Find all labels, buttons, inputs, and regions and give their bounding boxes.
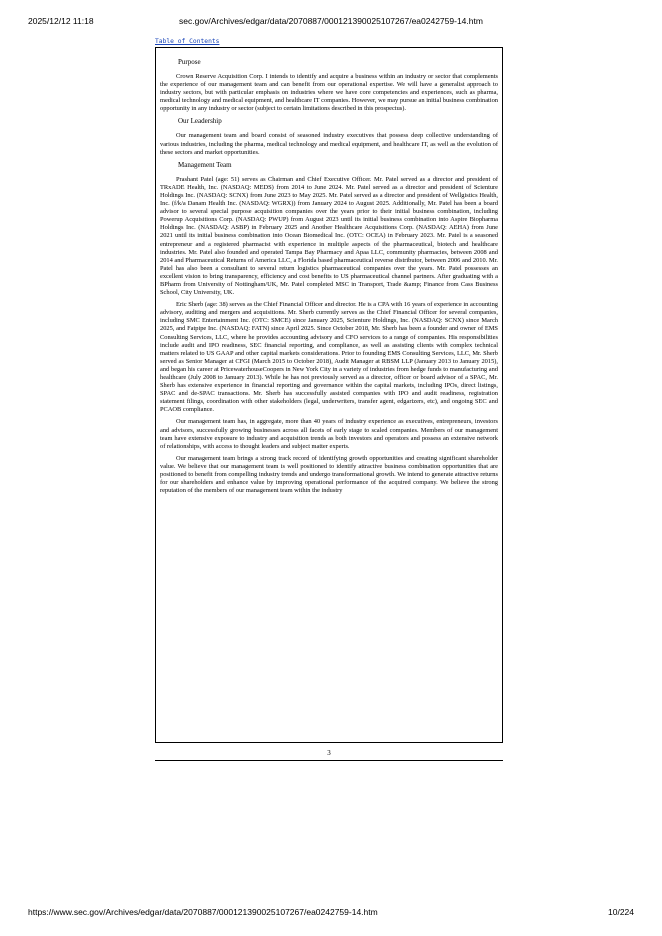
table-of-contents-link[interactable]: Table of Contents — [155, 38, 220, 45]
paragraph-leadership: Our management team and board consist of seasoned industry executives that possess deep collective understanding of various industries, including the pharma, medical technology and medical equipment, and healthcare IT, as well as the evolution of these sectors and market opportunities. — [160, 132, 498, 156]
paragraph-sherb-bio: Eric Sherb (age: 38) serves as the Chief Financial Officer and director. He is a CPA with 16 years of experience in accounting advisory, auditing and mergers and acquisitions. Mr. Sherb currently serves as the Chief Financial Officer for several companies, including SMC Entertainment Inc. (OTC: SMCE) since January 2025, Scienture Holdings, Inc. (NASDAQ: SCNX) since March 2025, and Fatpipe Inc. (NASDAQ: FATN) since April 2025. Since October 2018, Mr. Sherb has been a founder and owner of EMS Consulting Services, LLC, where he provides accounting advisory and CFO services to a range of companies. His responsibilities include audit and IPO readiness, SEC financial reporting, and compliance, as well as assisting clients with complex technical matters related to US GAAP and other capital markets considerations. Prior to founding EMS Consulting Services, LLC, Mr. Sherb served as Senior Manager at CFGI (March 2015 to October 2018), Audit Manager at RBSM LLP (January 2013 to January 2015), and began his career at PricewaterhouseCoopers in New York City in a variety of industries from hedge funds to manufacturing and healthcare (July 2008 to January 2013). While he has not previously served as a director, officer or board advisor of a SPAC, Mr. Sherb has extensive experience in financial reporting and governance within the capital markets, including IPOs, direct listings, SPAC and de-SPAC transactions. Mr. Sherb has successfully assisted companies with IPO and audit readiness, registration statement filings, coordination with other stakeholders (legal, underwriters, transfer agent, edgarizers, etc), and ongoing SEC and PCAOB compliance. — [160, 301, 498, 414]
browser-datetime: 2025/12/12 11:18 — [28, 16, 94, 26]
browser-page-title: sec.gov/Archives/edgar/data/2070887/000121390025107267/ea0242759-14.htm — [179, 16, 483, 26]
document-content-frame — [155, 47, 503, 743]
print-page-counter: 10/224 — [608, 907, 634, 917]
paragraph-purpose: Crown Reserve Acquisition Corp. I intends to identify and acquire a business within an industry or sector that complements the experience of our management team and can benefit from our operational expertise. We will have a generalist approach to industry sectors, but with particular emphasis on industries where we have core competencies and experiences, such as pharma, medical technology and medical equipment, and healthcare IT companies. However, we may pursue an initial business combination opportunity in any industry or sector (subject to certain limitations described in this prospectus). — [160, 73, 498, 113]
section-heading-management-team: Management Team — [178, 160, 232, 169]
browser-url: https://www.sec.gov/Archives/edgar/data/2070887/000121390025107267/ea0242759-14.htm — [28, 907, 378, 917]
section-heading-purpose: Purpose — [178, 58, 201, 66]
page-number: 3 — [327, 749, 331, 757]
page-divider — [155, 760, 503, 761]
section-heading-leadership: Our Leadership — [178, 117, 222, 126]
paragraph-team-experience: Our management team has, in aggregate, more than 40 years of industry experience as executives, entrepreneurs, investors and advisors, successfully growing businesses across all facets of early stage to scaled companies. Members of our management team have extensive exposure to industry and acquisition trends as both investors and operators and possess an extensive network of relationships, with access to thought leaders and subject matter experts. — [160, 418, 498, 450]
paragraph-patel-bio: Prashant Patel (age: 51) serves as Chairman and Chief Executive Officer. Mr. Patel served as a director and president of TRxADE Health, Inc. (NASDAQ: MEDS) from 2014 to June 2024. Mr. Patel served as a director and president of Scienture Holdings Inc. (NASDAQ: SCNX) from June 2023 to May 2025. Mr. Patel served as a director and president of Wellgistics Health, Inc. (f/k/a Danam Health Inc. (NASDAQ: WGRX)) from January 2024 to August 2025. Additionally, Mr. Patel has been a board advisor to several special purpose acquisition companies over the years prior to their initial business combination, including Powerup Acquisitions Corp. (NASDAQ: PWUP) from August 2023 until its initial business combination into Aspire Biopharma Holdings Inc. (NASDAQ: ASBP) in February 2025 and Another Healthcare Acquisitions Corp. (NASDAQ: AEHA) from June 2021 until its initial business combination into Ocean Biomedical Inc. (OTC: OCEA) in February 2023. Mr. Patel is a seasoned entrepreneur and a registered pharmacist with experience in multiple aspects of the pharmaceutical, biotech and healthcare industries. Mr. Patel also founded and operated Tampa Bay Pharmacy and Apaa LLC, community pharmacies, between 2008 and 2014 and Pharmaceutical Returns of America LLC, a Florida based pharmaceutical reverse distributor, between 2006 and 2010. Mr. Patel has also been a consultant to several return logistics pharmaceutical companies over the years. Mr. Patel possesses an excellent vision to bring transparency, efficiency and cost benefits to US pharmaceutical channel partners. After graduating with a BPharm from University of Nottingham/UK, Mr. Patel completed MSC in Transport, Trade &amp; Finance from Cass Business School, City University, UK. — [160, 175, 498, 297]
paragraph-track-record: Our management team brings a strong track record of identifying growth opportunities and creating significant shareholder value. We believe that our management team is well positioned to identify attractive business combination opportunities that are positioned to benefit from compelling industry trends and undergo transformational growth. We intend to generate attractive returns for our shareholders and enhance value by improving operational performance of the acquired company. We believe the strong reputation of the members of our management team within the industry — [160, 454, 498, 495]
